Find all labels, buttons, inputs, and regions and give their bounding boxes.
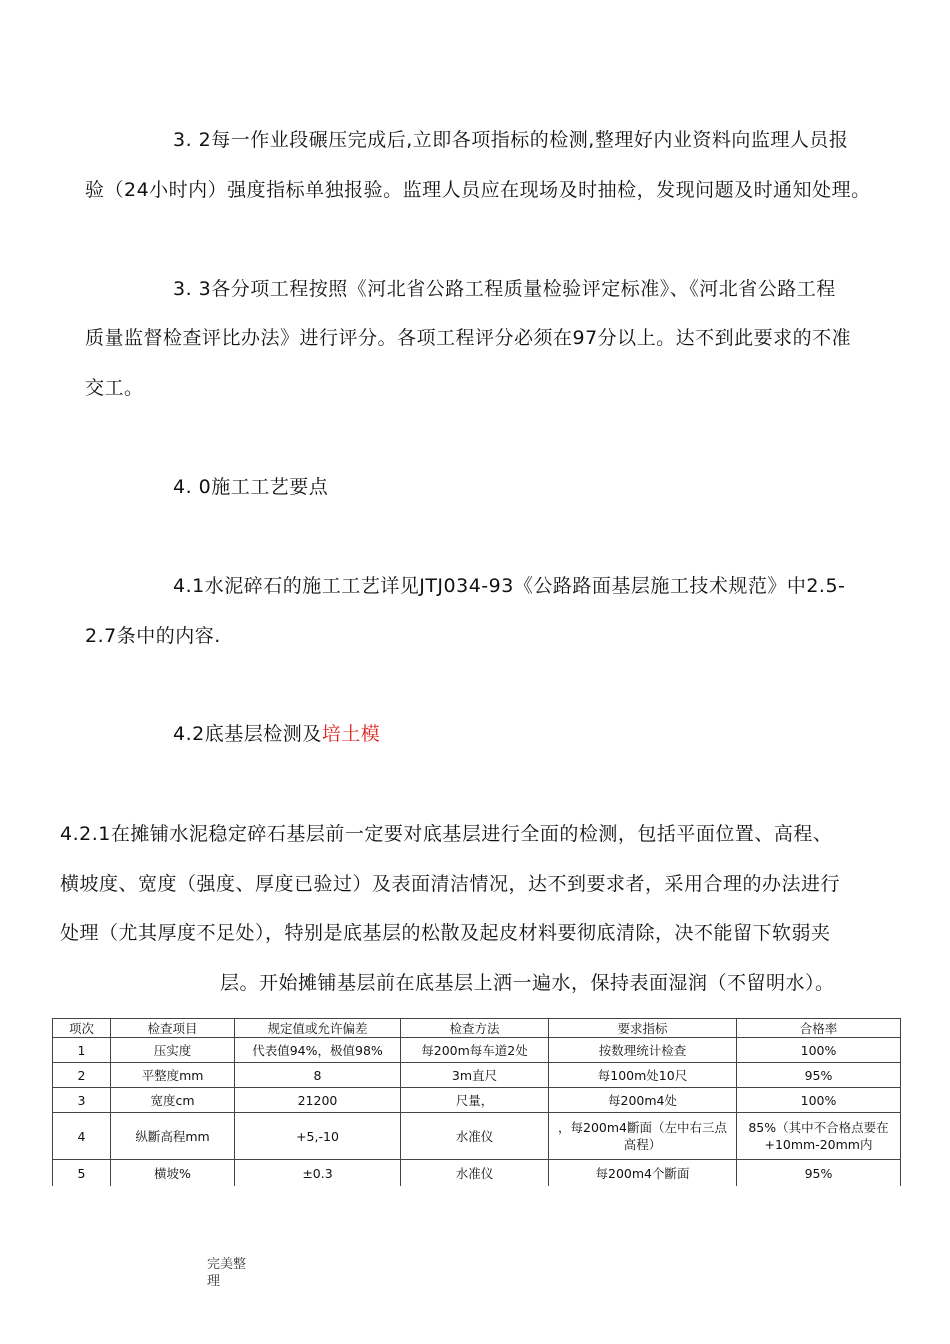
table-cell: 1	[53, 1038, 111, 1063]
header-cell: 合格率	[737, 1019, 901, 1038]
paragraph-4-1-line-2: 2.7条中的内容.	[85, 625, 221, 647]
table-row	[53, 1160, 901, 1187]
header-cell: 检查项目	[111, 1019, 235, 1038]
table-cell: 8	[235, 1063, 401, 1088]
table-cell: 水准仪	[401, 1160, 549, 1187]
table-cell: 尺量，	[401, 1088, 549, 1113]
table-cell: 压实度	[111, 1038, 235, 1063]
paragraph-4-2-1-line-3: 处理（尤其厚度不足处），特别是底基层的松散及起皮材料要彻底清除，决不能留下软弱夹	[60, 922, 831, 944]
paragraph-3-3-line-1: 3. 3各分项工程按照《河北省公路工程质量检验评定标准》、《河北省公路工程	[173, 278, 836, 300]
table-cell: 3	[53, 1088, 111, 1113]
table-cell: 每200m每车道2处	[401, 1038, 549, 1063]
footer-line-2: 理	[207, 1274, 221, 1289]
table-cell: 5	[53, 1160, 111, 1187]
table-cell: 100%	[737, 1038, 901, 1063]
table-cell: 3m直尺	[401, 1063, 549, 1088]
table-cell: 每200m4个斷面	[549, 1160, 737, 1187]
table-cell: 95%	[737, 1160, 901, 1187]
table-cell: ±0.3	[235, 1160, 401, 1187]
paragraph-3-2-line-1: 3. 2每一作业段碾压完成后,立即各项指标的检测,整理好内业资料向监理人员报	[173, 129, 849, 151]
table-header-row	[53, 1019, 901, 1038]
footer-line-1: 完美整	[207, 1257, 247, 1272]
header-cell: 检查方法	[401, 1019, 549, 1038]
heading-4-0: 4. 0施工工艺要点	[173, 476, 329, 498]
table-row	[53, 1088, 901, 1113]
table-cell: 水准仪	[401, 1113, 549, 1160]
table-cell: 按数理统计检查	[549, 1038, 737, 1063]
header-cell: 项次	[53, 1019, 111, 1038]
table-cell: 平整度mm	[111, 1063, 235, 1088]
table-cell: 95%	[737, 1063, 901, 1088]
header-cell: 要求指标	[549, 1019, 737, 1038]
table-cell: ，每200m4斷面（左中右三点高程）	[549, 1113, 737, 1160]
table-row	[53, 1038, 901, 1063]
table-cell: 2	[53, 1063, 111, 1088]
table-cell: 每200m4处	[549, 1088, 737, 1113]
heading-4-2	[173, 722, 380, 746]
inspection-table	[52, 1018, 901, 1186]
heading-4-2-prefix: 4.2底基层检测及	[173, 723, 322, 745]
table-cell: +5,-10	[235, 1113, 401, 1160]
table-cell: 每100m处10尺	[549, 1063, 737, 1088]
paragraph-3-3-line-2: 质量监督检查评比办法》进行评分。各项工程评分必须在97分以上。达不到此要求的不准	[85, 327, 852, 349]
table-cell: 宽度cm	[111, 1088, 235, 1113]
paragraph-4-2-1-line-4: 层。开始摊铺基层前在底基层上洒一遍水，保持表面湿润（不留明水）。	[220, 972, 835, 994]
table-cell: 纵斷高程mm	[111, 1113, 235, 1160]
page-footer	[207, 1256, 255, 1290]
table-cell: 100%	[737, 1088, 901, 1113]
paragraph-4-2-1-line-1: 4.2.1在摊铺水泥稳定碎石基层前一定要对底基层进行全面的检测，包括平面位置、高程、	[60, 823, 833, 845]
table-cell: 85%（其中不合格点要在+10mm-20mm内	[737, 1113, 901, 1160]
paragraph-3-3-line-3: 交工。	[85, 377, 144, 399]
paragraph-3-2-line-2: 验（24小时内）强度指标单独报验。监理人员应在现场及时抽检，发现问题及时通知处理。	[85, 179, 871, 201]
header-cell: 规定值或允许偏差	[235, 1019, 401, 1038]
paragraph-4-1-line-1: 4.1水泥碎石的施工工艺详见JTJ034-93《公路路面基层施工技术规范》中2.5-	[173, 575, 846, 597]
table-cell: 代表值94%，极值98%	[235, 1038, 401, 1063]
table-row	[53, 1063, 901, 1088]
table-row	[53, 1113, 901, 1160]
table-cell: 21200	[235, 1088, 401, 1113]
paragraph-4-2-1-line-2: 横坡度、宽度（强度、厚度已验过）及表面清洁情况，达不到要求者，采用合理的办法进行	[60, 873, 841, 895]
table-cell: 横坡%	[111, 1160, 235, 1187]
heading-4-2-highlight: 培土模	[321, 723, 381, 745]
table-cell: 4	[53, 1113, 111, 1160]
